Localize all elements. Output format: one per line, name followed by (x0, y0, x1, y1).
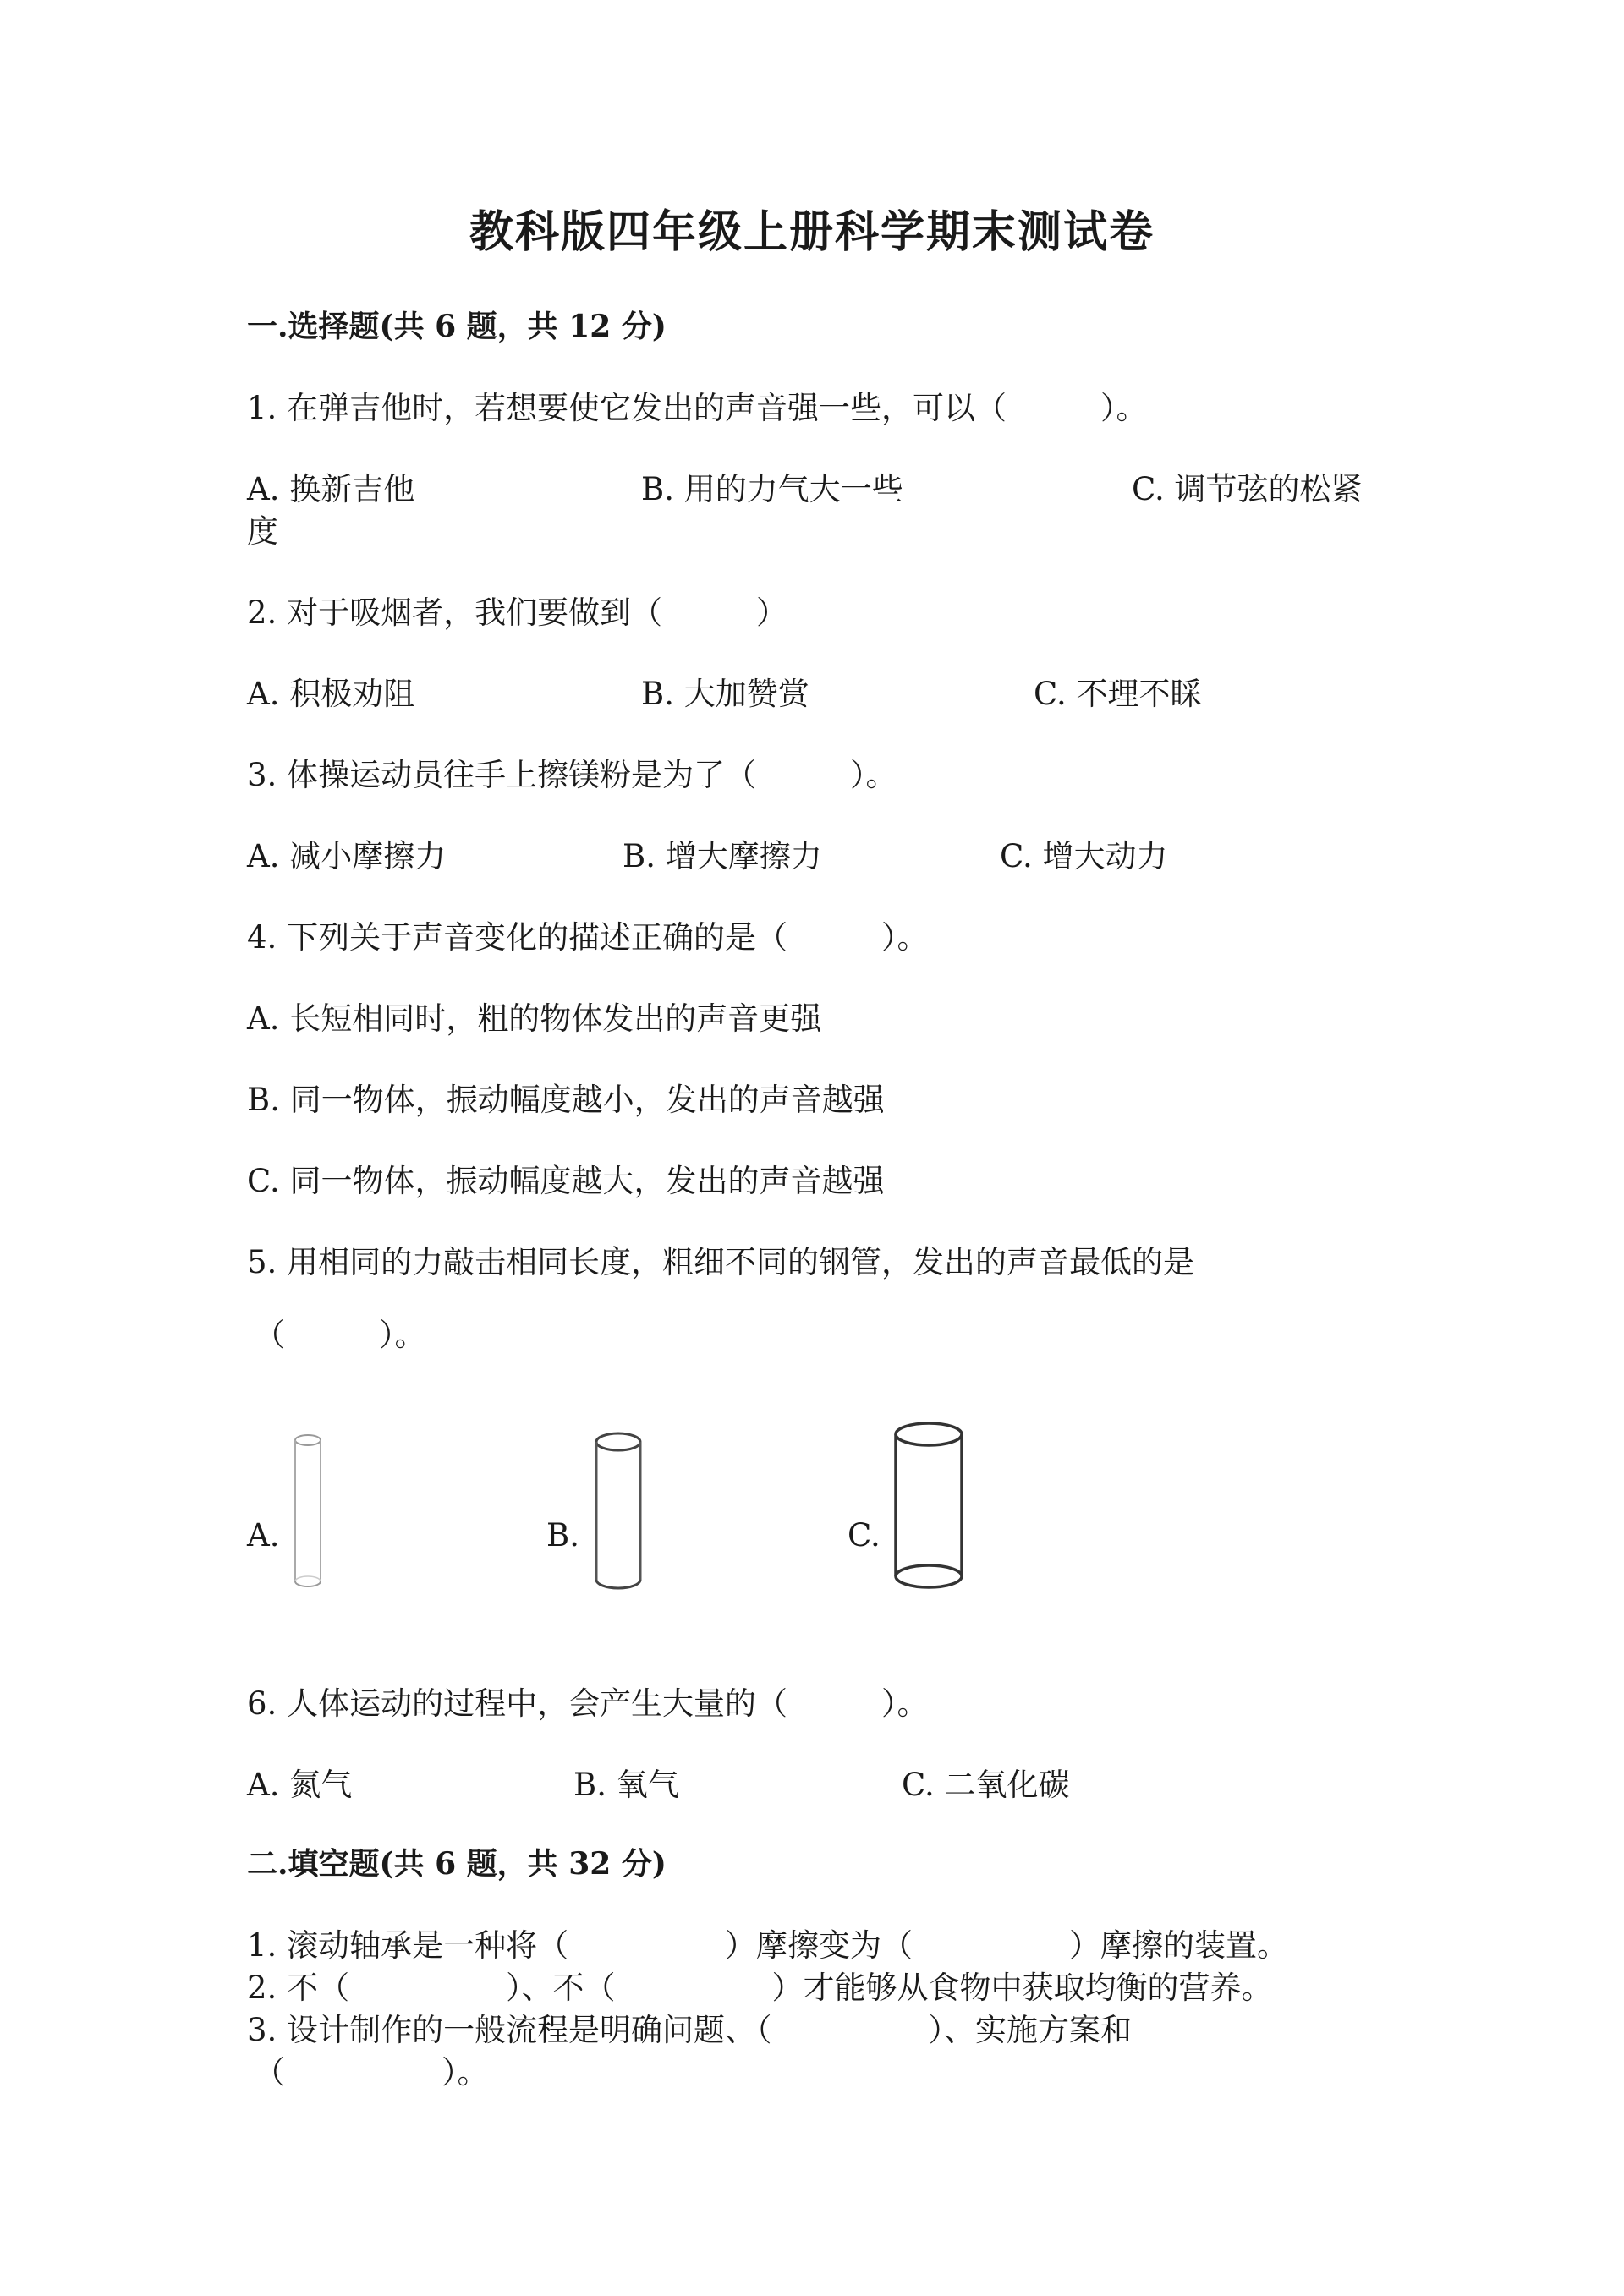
option-c: C. 同一物体，振动幅度越大，发出的声音越强 (247, 1163, 885, 1199)
question-stem: 1. 滚动轴承是一种将（ ）摩擦变为（ ）摩擦的装置。 (247, 1927, 1289, 1964)
medium-pipe-figure (592, 1431, 645, 1593)
option-a: A. (247, 1517, 280, 1553)
question-stem: 5. 用相同的力敲击相同长度，粗细不同的钢管，发出的声音最低的是 (247, 1244, 1195, 1280)
question-stem: 6. 人体运动的过程中，会产生大量的（ ）。 (247, 1685, 929, 1722)
question-stem-cont: （ ）。 (254, 1317, 426, 1353)
page-title: 教科版四年级上册科学期末测试卷 (469, 206, 1155, 258)
thick-pipe-figure (892, 1419, 966, 1597)
option-c: C. 不理不睬 (1034, 676, 1202, 712)
option-c: C. 二氧化碳 (902, 1767, 1070, 1803)
option-a: A. 长短相同时，粗的物体发出的声音更强 (247, 1000, 822, 1037)
option-c: C. 调节弦的松紧 (1132, 471, 1363, 507)
question-stem: 3. 体操运动员往手上擦镁粉是为了（ ）。 (247, 757, 897, 793)
question-stem: 2. 对于吸烟者，我们要做到（ ） (247, 595, 788, 631)
option-c: C. 增大动力 (1000, 838, 1168, 874)
option-a: A. 积极劝阻 (247, 676, 415, 712)
option-b: B. 同一物体，振动幅度越小，发出的声音越强 (247, 1082, 885, 1118)
option-c-wrap: 度 (247, 513, 278, 550)
option-c: C. (848, 1517, 881, 1553)
question-stem: 4. 下列关于声音变化的描述正确的是（ ）。 (247, 919, 929, 956)
section-heading-choice: 一.选择题(共 6 题，共 12 分) (247, 309, 667, 344)
option-b: B. 氧气 (573, 1767, 679, 1803)
question-stem-cont: （ ）。 (254, 2054, 489, 2091)
option-b: B. (546, 1517, 579, 1553)
option-b: B. 用的力气大一些 (641, 471, 903, 507)
section-heading-fill: 二.填空题(共 6 题，共 32 分) (247, 1846, 667, 1882)
question-stem: 3. 设计制作的一般流程是明确问题、（ ）、实施方案和 (247, 2012, 1133, 2048)
question-stem: 1. 在弹吉他时，若想要使它发出的声音强一些，可以（ ）。 (247, 390, 1148, 426)
option-a: A. 减小摩擦力 (247, 838, 447, 874)
option-b: B. 大加赞赏 (641, 676, 809, 712)
option-b: B. 增大摩擦力 (623, 838, 822, 874)
option-a: A. 氮气 (247, 1767, 353, 1803)
thin-pipe-figure (291, 1433, 325, 1592)
option-a: A. 换新吉他 (247, 471, 415, 507)
question-stem: 2. 不（ ）、不（ ）才能够从食物中获取均衡的营养。 (247, 1970, 1273, 2006)
